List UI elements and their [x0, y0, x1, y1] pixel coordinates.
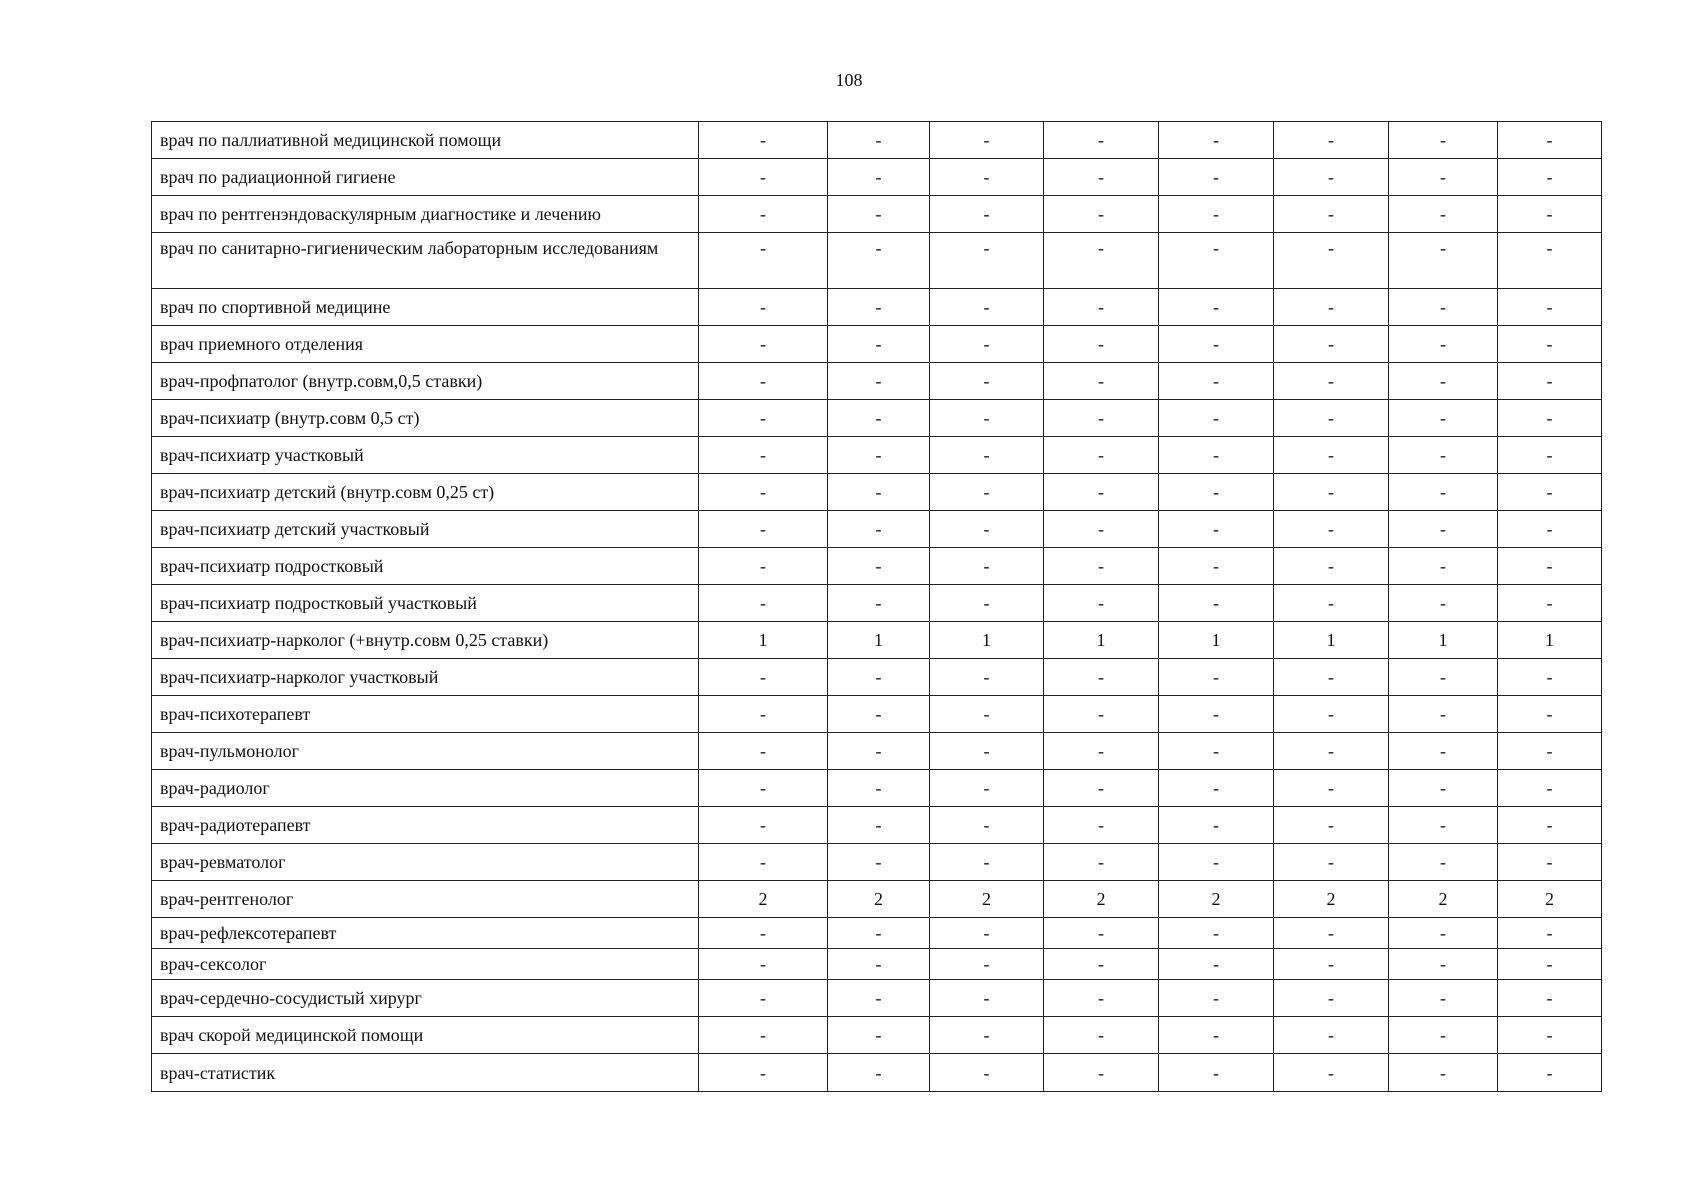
value-cell: - — [1274, 844, 1389, 881]
table-row — [152, 622, 1602, 659]
value-cell: - — [1159, 733, 1274, 770]
value-cell: - — [1159, 980, 1274, 1017]
value-cell: - — [1159, 807, 1274, 844]
value-cell: 1 — [1044, 622, 1159, 659]
value-cell: - — [828, 949, 930, 980]
value-cell: - — [930, 733, 1044, 770]
value-cell: 2 — [1389, 881, 1498, 918]
value-cell: - — [828, 437, 930, 474]
value-cell: - — [930, 400, 1044, 437]
row-label: врач по спортивной медицине — [152, 289, 699, 326]
row-label: врач-психиатр (внутр.совм 0,5 ст) — [152, 400, 699, 437]
table-body — [152, 122, 1602, 1092]
value-cell: - — [828, 659, 930, 696]
table-row — [152, 511, 1602, 548]
value-cell: - — [1498, 1017, 1602, 1054]
row-label: врач скорой медицинской помощи — [152, 1017, 699, 1054]
row-label: врач-психиатр детский участковый — [152, 511, 699, 548]
row-label: врач-психиатр участковый — [152, 437, 699, 474]
value-cell: - — [930, 844, 1044, 881]
value-cell: - — [699, 807, 828, 844]
value-cell: - — [1159, 326, 1274, 363]
value-cell: - — [699, 844, 828, 881]
value-cell: - — [1044, 233, 1159, 289]
row-label: врач-радиотерапевт — [152, 807, 699, 844]
value-cell: - — [1044, 159, 1159, 196]
value-cell: - — [1389, 659, 1498, 696]
value-cell: - — [699, 770, 828, 807]
row-label: врач-психиатр подростковый — [152, 548, 699, 585]
table-row — [152, 326, 1602, 363]
value-cell: - — [1498, 548, 1602, 585]
value-cell: - — [1044, 918, 1159, 949]
value-cell: - — [699, 289, 828, 326]
value-cell: - — [828, 233, 930, 289]
table-row — [152, 585, 1602, 622]
value-cell: - — [1044, 122, 1159, 159]
value-cell: - — [1274, 400, 1389, 437]
value-cell: - — [699, 949, 828, 980]
value-cell: 2 — [699, 881, 828, 918]
value-cell: - — [1274, 289, 1389, 326]
value-cell: - — [930, 437, 1044, 474]
value-cell: - — [1159, 400, 1274, 437]
row-label: врач-сердечно-сосудистый хирург — [152, 980, 699, 1017]
value-cell: - — [828, 474, 930, 511]
value-cell: - — [1389, 770, 1498, 807]
page-number: 108 — [835, 70, 863, 90]
value-cell: - — [930, 474, 1044, 511]
row-label: врач по санитарно-гигиеническим лабораторным исследованиям — [152, 233, 699, 289]
value-cell: - — [699, 159, 828, 196]
value-cell: - — [1044, 585, 1159, 622]
value-cell: - — [1044, 400, 1159, 437]
value-cell: - — [930, 122, 1044, 159]
value-cell: - — [1389, 949, 1498, 980]
value-cell: - — [1389, 159, 1498, 196]
value-cell: - — [699, 363, 828, 400]
value-cell: - — [828, 548, 930, 585]
value-cell: - — [1044, 949, 1159, 980]
value-cell: - — [1044, 548, 1159, 585]
value-cell: - — [1498, 659, 1602, 696]
value-cell: - — [1159, 289, 1274, 326]
table-row — [152, 918, 1602, 949]
value-cell: - — [930, 1017, 1044, 1054]
value-cell: - — [699, 918, 828, 949]
value-cell: - — [699, 474, 828, 511]
value-cell: - — [1159, 1054, 1274, 1092]
table-row — [152, 844, 1602, 881]
value-cell: - — [930, 289, 1044, 326]
value-cell: - — [1389, 289, 1498, 326]
value-cell: - — [1389, 363, 1498, 400]
table-row — [152, 400, 1602, 437]
value-cell: - — [930, 980, 1044, 1017]
value-cell: 2 — [1044, 881, 1159, 918]
value-cell: - — [1389, 585, 1498, 622]
value-cell: - — [1389, 1017, 1498, 1054]
table-row — [152, 548, 1602, 585]
value-cell: - — [1274, 159, 1389, 196]
value-cell: 2 — [930, 881, 1044, 918]
value-cell: - — [1159, 548, 1274, 585]
value-cell: - — [930, 363, 1044, 400]
value-cell: - — [930, 918, 1044, 949]
value-cell: - — [699, 980, 828, 1017]
value-cell: - — [1498, 770, 1602, 807]
value-cell: - — [699, 1054, 828, 1092]
table-row — [152, 770, 1602, 807]
value-cell: 2 — [828, 881, 930, 918]
value-cell: - — [1498, 918, 1602, 949]
table-row — [152, 474, 1602, 511]
value-cell: - — [1044, 511, 1159, 548]
value-cell: - — [930, 548, 1044, 585]
value-cell: - — [699, 196, 828, 233]
value-cell: - — [930, 585, 1044, 622]
row-label: врач-профпатолог (внутр.совм,0,5 ставки) — [152, 363, 699, 400]
value-cell: - — [1389, 122, 1498, 159]
value-cell: - — [1498, 696, 1602, 733]
value-cell: - — [1274, 696, 1389, 733]
value-cell: - — [1274, 585, 1389, 622]
value-cell: - — [930, 807, 1044, 844]
row-label: врач-психиатр-нарколог (+внутр.совм 0,25 ставки) — [152, 622, 699, 659]
value-cell: - — [828, 511, 930, 548]
value-cell: - — [1159, 844, 1274, 881]
value-cell: - — [930, 511, 1044, 548]
value-cell: - — [1498, 159, 1602, 196]
value-cell: - — [828, 326, 930, 363]
value-cell: - — [699, 548, 828, 585]
value-cell: 1 — [930, 622, 1044, 659]
staffing-table — [151, 121, 1602, 1092]
value-cell: - — [1498, 326, 1602, 363]
row-label: врач-психиатр детский (внутр.совм 0,25 ст) — [152, 474, 699, 511]
value-cell: - — [1044, 980, 1159, 1017]
value-cell: - — [1389, 807, 1498, 844]
value-cell: - — [930, 1054, 1044, 1092]
value-cell: - — [1498, 437, 1602, 474]
row-label: врач по паллиативной медицинской помощи — [152, 122, 699, 159]
value-cell: 1 — [1274, 622, 1389, 659]
row-label: врач приемного отделения — [152, 326, 699, 363]
value-cell: - — [828, 1017, 930, 1054]
value-cell: - — [1389, 196, 1498, 233]
table-row — [152, 659, 1602, 696]
value-cell: - — [699, 659, 828, 696]
value-cell: - — [1274, 196, 1389, 233]
value-cell: - — [1498, 844, 1602, 881]
table-row — [152, 733, 1602, 770]
value-cell: - — [1498, 511, 1602, 548]
table-row — [152, 1054, 1602, 1092]
value-cell: - — [699, 400, 828, 437]
value-cell: - — [1389, 1054, 1498, 1092]
value-cell: - — [699, 122, 828, 159]
value-cell: - — [1274, 233, 1389, 289]
value-cell: - — [828, 844, 930, 881]
value-cell: - — [828, 807, 930, 844]
table-row — [152, 233, 1602, 289]
value-cell: - — [828, 122, 930, 159]
value-cell: - — [1498, 363, 1602, 400]
value-cell: - — [828, 770, 930, 807]
value-cell: - — [828, 400, 930, 437]
value-cell: - — [1274, 326, 1389, 363]
value-cell: - — [1274, 980, 1389, 1017]
value-cell: - — [1159, 585, 1274, 622]
value-cell: - — [1159, 233, 1274, 289]
value-cell: - — [1044, 1017, 1159, 1054]
value-cell: - — [828, 980, 930, 1017]
value-cell: - — [1159, 511, 1274, 548]
value-cell: - — [1044, 844, 1159, 881]
value-cell: - — [1274, 949, 1389, 980]
table-row — [152, 196, 1602, 233]
row-label: врач-психиатр-нарколог участковый — [152, 659, 699, 696]
value-cell: - — [1389, 233, 1498, 289]
value-cell: - — [1159, 918, 1274, 949]
value-cell: - — [1274, 1054, 1389, 1092]
value-cell: - — [930, 233, 1044, 289]
value-cell: - — [1498, 233, 1602, 289]
value-cell: - — [1044, 196, 1159, 233]
value-cell: - — [828, 585, 930, 622]
value-cell: - — [828, 1054, 930, 1092]
value-cell: - — [1389, 400, 1498, 437]
value-cell: - — [1159, 437, 1274, 474]
value-cell: - — [1389, 437, 1498, 474]
value-cell: - — [1498, 733, 1602, 770]
table-row — [152, 980, 1602, 1017]
row-label: врач-ревматолог — [152, 844, 699, 881]
value-cell: - — [1274, 918, 1389, 949]
value-cell: - — [1389, 548, 1498, 585]
value-cell: - — [1044, 289, 1159, 326]
row-label: врач-радиолог — [152, 770, 699, 807]
table-row — [152, 949, 1602, 980]
value-cell: - — [1389, 326, 1498, 363]
value-cell: - — [1274, 511, 1389, 548]
value-cell: 1 — [1389, 622, 1498, 659]
value-cell: - — [930, 196, 1044, 233]
value-cell: - — [1274, 548, 1389, 585]
value-cell: - — [1498, 196, 1602, 233]
value-cell: - — [1044, 733, 1159, 770]
value-cell: - — [1159, 770, 1274, 807]
value-cell: - — [699, 233, 828, 289]
value-cell: - — [828, 696, 930, 733]
value-cell: - — [1389, 980, 1498, 1017]
value-cell: 2 — [1498, 881, 1602, 918]
value-cell: - — [1498, 1054, 1602, 1092]
value-cell: - — [1498, 289, 1602, 326]
value-cell: - — [1498, 585, 1602, 622]
value-cell: - — [930, 659, 1044, 696]
value-cell: 1 — [699, 622, 828, 659]
value-cell: - — [699, 1017, 828, 1054]
value-cell: - — [1044, 659, 1159, 696]
value-cell: - — [828, 363, 930, 400]
value-cell: - — [1159, 474, 1274, 511]
value-cell: - — [1274, 363, 1389, 400]
value-cell: - — [930, 949, 1044, 980]
value-cell: - — [930, 696, 1044, 733]
value-cell: 2 — [1159, 881, 1274, 918]
value-cell: - — [1274, 437, 1389, 474]
row-label: врач по рентгенэндоваскулярным диагностике и лечению — [152, 196, 699, 233]
value-cell: 2 — [1274, 881, 1389, 918]
row-label: врач-рефлексотерапевт — [152, 918, 699, 949]
value-cell: - — [699, 696, 828, 733]
value-cell: - — [1044, 770, 1159, 807]
value-cell: - — [699, 437, 828, 474]
table-row — [152, 159, 1602, 196]
value-cell: - — [1274, 770, 1389, 807]
value-cell: - — [1159, 122, 1274, 159]
value-cell: - — [1389, 918, 1498, 949]
value-cell: - — [828, 289, 930, 326]
value-cell: - — [1044, 474, 1159, 511]
table-row — [152, 437, 1602, 474]
table-row — [152, 289, 1602, 326]
value-cell: - — [1044, 1054, 1159, 1092]
row-label: врач-статистик — [152, 1054, 699, 1092]
value-cell: - — [1044, 807, 1159, 844]
value-cell: 1 — [1498, 622, 1602, 659]
value-cell: - — [1389, 511, 1498, 548]
value-cell: - — [1274, 474, 1389, 511]
value-cell: - — [1274, 733, 1389, 770]
row-label: врач-психотерапевт — [152, 696, 699, 733]
table-row — [152, 881, 1602, 918]
value-cell: - — [1498, 474, 1602, 511]
value-cell: - — [699, 511, 828, 548]
value-cell: - — [1159, 159, 1274, 196]
table-row — [152, 1017, 1602, 1054]
table-row — [152, 363, 1602, 400]
value-cell: - — [699, 585, 828, 622]
value-cell: - — [1498, 122, 1602, 159]
value-cell: - — [828, 159, 930, 196]
value-cell: - — [1044, 437, 1159, 474]
row-label: врач по радиационной гигиене — [152, 159, 699, 196]
value-cell: - — [1498, 980, 1602, 1017]
value-cell: - — [1159, 696, 1274, 733]
value-cell: - — [1044, 696, 1159, 733]
value-cell: - — [930, 326, 1044, 363]
row-label: врач-сексолог — [152, 949, 699, 980]
value-cell: - — [1498, 949, 1602, 980]
value-cell: - — [930, 159, 1044, 196]
table-row — [152, 122, 1602, 159]
value-cell: - — [1044, 326, 1159, 363]
value-cell: - — [1159, 659, 1274, 696]
value-cell: - — [699, 733, 828, 770]
value-cell: - — [828, 733, 930, 770]
value-cell: - — [1389, 733, 1498, 770]
value-cell: - — [1389, 474, 1498, 511]
value-cell: - — [1274, 659, 1389, 696]
value-cell: 1 — [828, 622, 930, 659]
value-cell: - — [1159, 196, 1274, 233]
value-cell: - — [1274, 122, 1389, 159]
value-cell: - — [1159, 949, 1274, 980]
row-label: врач-психиатр подростковый участковый — [152, 585, 699, 622]
value-cell: - — [828, 918, 930, 949]
table-row — [152, 696, 1602, 733]
row-label: врач-рентгенолог — [152, 881, 699, 918]
value-cell: - — [1274, 807, 1389, 844]
value-cell: - — [1498, 400, 1602, 437]
value-cell: - — [1389, 696, 1498, 733]
value-cell: - — [1159, 363, 1274, 400]
value-cell: - — [1159, 1017, 1274, 1054]
value-cell: - — [1389, 844, 1498, 881]
value-cell: - — [1044, 363, 1159, 400]
value-cell: - — [1274, 1017, 1389, 1054]
value-cell: 1 — [1159, 622, 1274, 659]
value-cell: - — [1498, 807, 1602, 844]
row-label: врач-пульмонолог — [152, 733, 699, 770]
value-cell: - — [930, 770, 1044, 807]
value-cell: - — [699, 326, 828, 363]
table-row — [152, 807, 1602, 844]
value-cell: - — [828, 196, 930, 233]
